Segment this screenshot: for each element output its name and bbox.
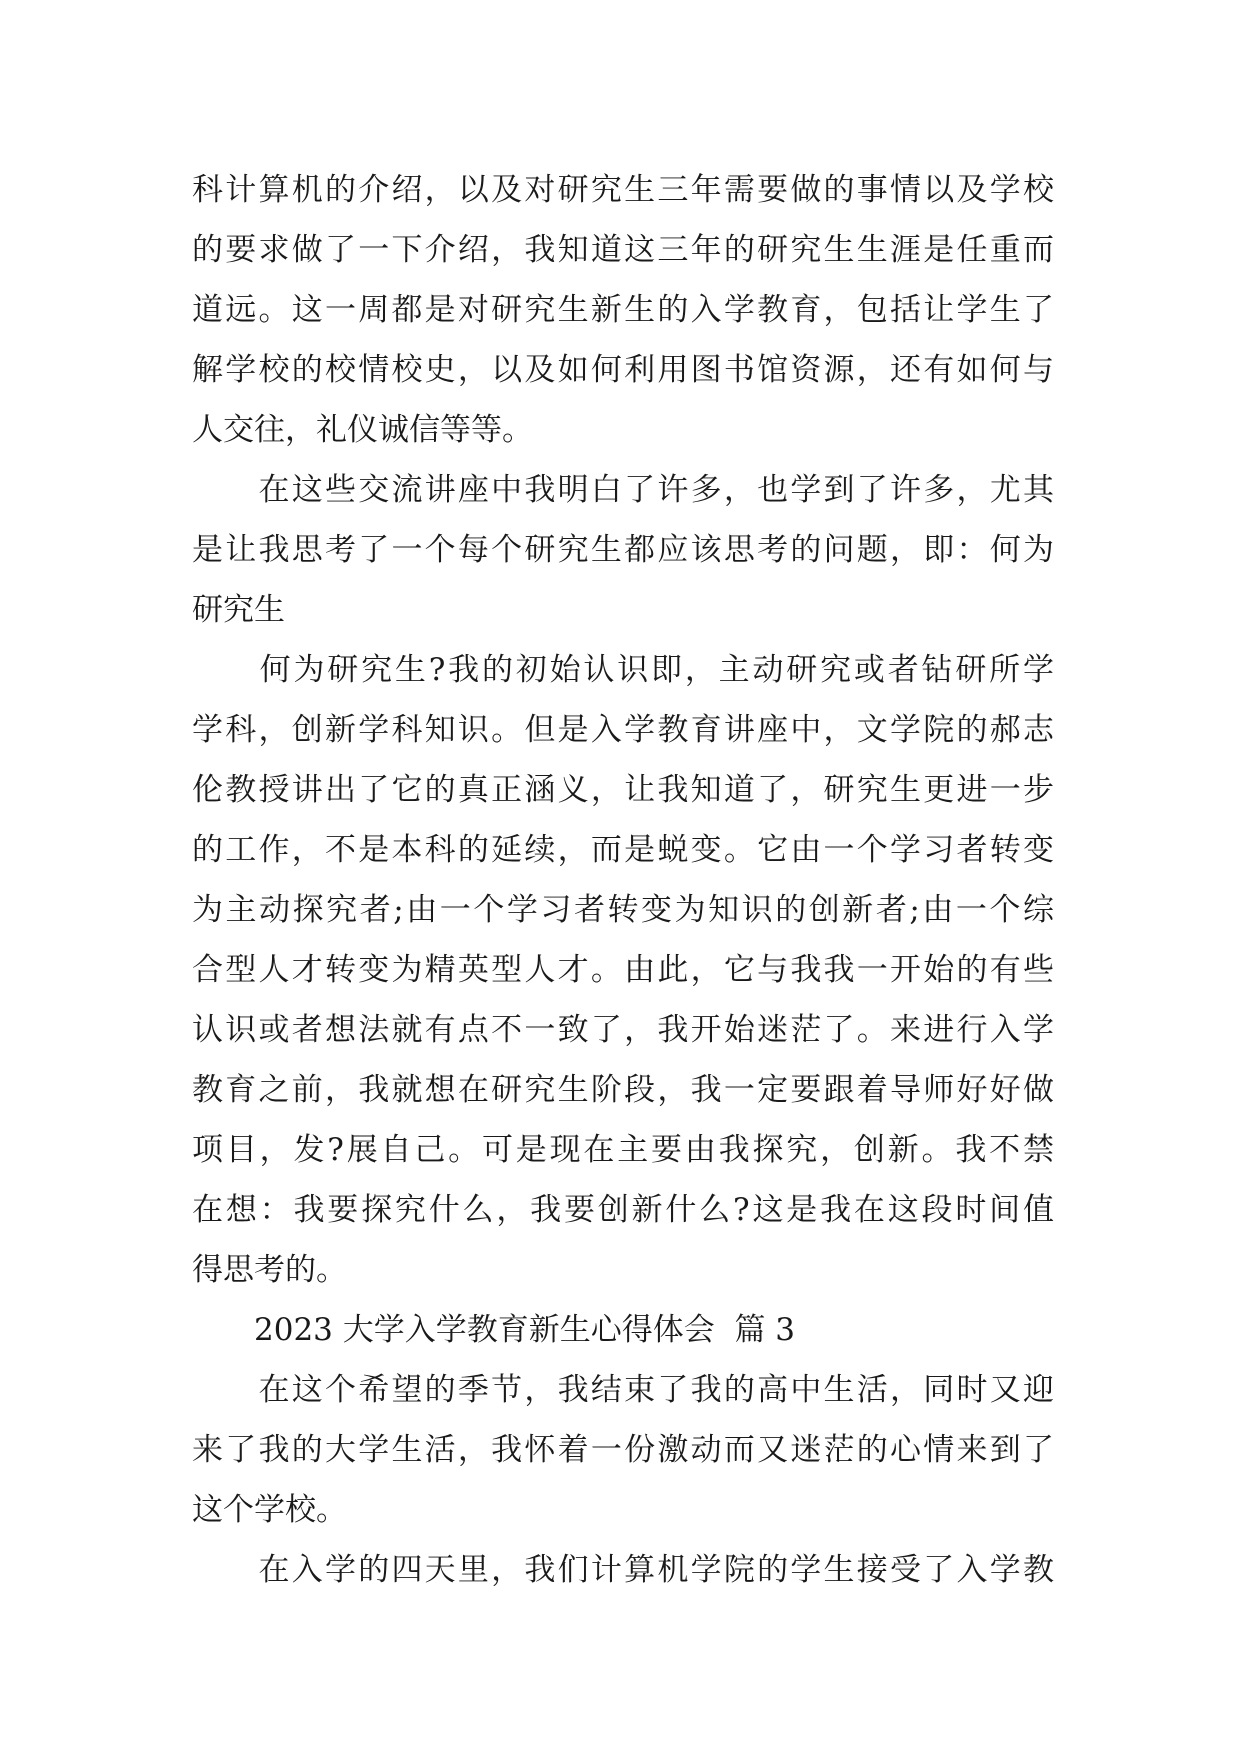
text-line: 人交往，礼仪诚信等等。	[192, 412, 533, 448]
text-line: 为主动探究者;由一个学习者转变为知识的创新者;由一个综	[192, 892, 1054, 928]
text-line: 是让我思考了一个每个研究生都应该思考的问题，即：何为	[192, 532, 1054, 568]
text-line: 何为研究生?我的初始认识即，主动研究或者钻研所学	[192, 652, 1054, 688]
text-line: 解学校的校情校史，以及如何利用图书馆资源，还有如何与	[192, 352, 1054, 388]
section-heading: 2023 大学入学教育新生心得体会 篇 3	[192, 1312, 796, 1348]
text-line: 学科，创新学科知识。但是入学教育讲座中，文学院的郝志	[192, 712, 1054, 748]
text-line: 的要求做了一下介绍，我知道这三年的研究生生涯是任重而	[192, 232, 1054, 268]
text-line: 项目，发?展自己。可是现在主要由我探究，创新。我不禁	[192, 1132, 1054, 1168]
document-body	[192, 160, 1054, 1600]
text-line: 在想：我要探究什么，我要创新什么?这是我在这段时间值	[192, 1192, 1054, 1228]
text-line: 在这些交流讲座中我明白了许多，也学到了许多，尤其	[192, 472, 1054, 508]
text-line: 来了我的大学生活，我怀着一份激动而又迷茫的心情来到了	[192, 1432, 1054, 1468]
text-line: 这个学校。	[192, 1492, 347, 1528]
text-line: 的工作，不是本科的延续，而是蜕变。它由一个学习者转变	[192, 832, 1054, 868]
text-line: 伦教授讲出了它的真正涵义，让我知道了，研究生更进一步	[192, 772, 1054, 808]
text-line: 研究生	[192, 592, 285, 628]
text-line: 得思考的。	[192, 1252, 347, 1288]
text-line: 在入学的四天里，我们计算机学院的学生接受了入学教	[192, 1552, 1054, 1588]
text-line: 科计算机的介绍，以及对研究生三年需要做的事情以及学校	[192, 172, 1054, 208]
text-line: 合型人才转变为精英型人才。由此，它与我我一开始的有些	[192, 952, 1054, 988]
text-line: 教育之前，我就想在研究生阶段，我一定要跟着导师好好做	[192, 1072, 1054, 1108]
text-line: 道远。这一周都是对研究生新生的入学教育，包括让学生了	[192, 292, 1054, 328]
text-line: 在这个希望的季节，我结束了我的高中生活，同时又迎	[192, 1372, 1054, 1408]
text-line: 认识或者想法就有点不一致了，我开始迷茫了。来进行入学	[192, 1012, 1054, 1048]
